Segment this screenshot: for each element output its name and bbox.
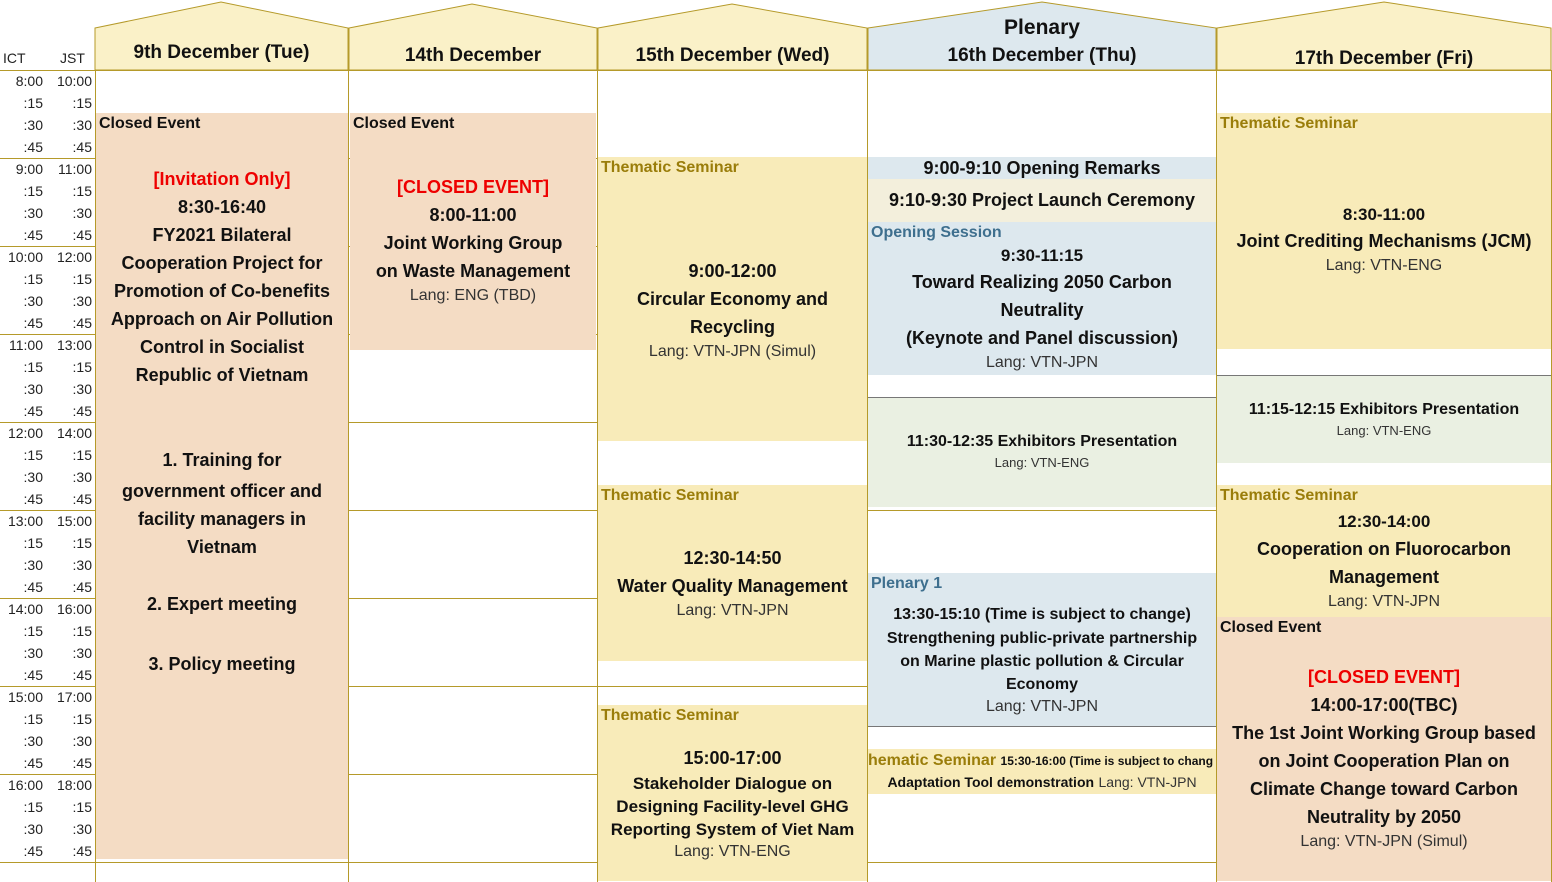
jst-time-label: :15 [72, 359, 92, 375]
event-title-line: Toward Realizing 2050 Carbon [912, 272, 1172, 292]
ict-time-label: :15 [23, 183, 43, 199]
event-title-line: Neutrality [1000, 300, 1084, 320]
agenda-item: Vietnam [187, 537, 257, 557]
jst-time-label: 13:00 [56, 337, 92, 353]
ict-time-label: :30 [23, 205, 43, 221]
ict-time-label: :30 [23, 469, 43, 485]
event-title-line: Designing Facility-level GHG [616, 797, 849, 816]
ict-time-label: 9:00 [15, 161, 43, 177]
ict-time-label: 16:00 [7, 777, 43, 793]
event-time: 15:30-16:00 (Time is subject to chang [1000, 754, 1214, 768]
jst-time-label: :30 [72, 733, 92, 749]
event-dec15-circular[interactable] [598, 157, 867, 441]
column-divider [597, 70, 598, 882]
ict-header: ICT [3, 50, 26, 66]
ict-time-label: :15 [23, 799, 43, 815]
event-title-line: Republic of Vietnam [135, 365, 309, 385]
event-dec9-cobenefits[interactable] [96, 113, 348, 859]
event-title-line: Circular Economy and [636, 289, 829, 309]
event-dec16-exhibitors[interactable] [868, 397, 1216, 507]
jst-time-label: :15 [72, 95, 92, 111]
ict-time-label: :30 [23, 381, 43, 397]
event-dec15-water[interactable] [598, 485, 867, 661]
event-category: Thematic Seminar [1220, 115, 1358, 132]
event-title-line: on Marine plastic pollution & Circular [900, 653, 1184, 670]
column-divider [348, 70, 349, 882]
event-lang: Lang: VTN-JPN (Simul) [1300, 833, 1468, 850]
ict-time-label: 14:00 [7, 601, 43, 617]
event-dec16-opening-remarks[interactable] [868, 157, 1216, 179]
jst-time-label: 17:00 [56, 689, 92, 705]
ict-time-label: :30 [23, 645, 43, 661]
event-lang: Lang: VTN-JPN [1098, 774, 1197, 790]
event-title-line: Climate Change toward Carbon [1249, 779, 1519, 799]
event-title-line: Strengthening public-private partnership [886, 630, 1198, 647]
event-title-line: Cooperation on Fluorocarbon [1257, 539, 1511, 559]
event-title-line: Approach on Air Pollution [110, 309, 334, 329]
event-time: 14:00-17:00(TBC) [1310, 695, 1458, 715]
event-title-line: Neutrality by 2050 [1306, 807, 1462, 827]
event-lang: Lang: VTN-ENG [1325, 257, 1443, 274]
ict-time-label: :15 [23, 535, 43, 551]
agenda-item: 3. Policy meeting [148, 654, 296, 674]
event-dec17-fluorocarbon[interactable] [1217, 485, 1551, 617]
event-lang: Lang: VTN-JPN [676, 602, 789, 619]
jst-time-label: :30 [72, 293, 92, 309]
event-category: Closed Event [353, 115, 455, 132]
event-title-line: Promotion of Co-benefits [114, 281, 330, 301]
ict-time-label: :15 [23, 359, 43, 375]
jst-time-label: :15 [72, 799, 92, 815]
ict-time-label: :30 [23, 117, 43, 133]
ict-time-label: :45 [23, 139, 43, 155]
ict-time-label: :45 [23, 403, 43, 419]
event-category: Closed Event [1220, 619, 1322, 636]
ict-time-label: :45 [23, 755, 43, 771]
event-time: 8:00-11:00 [429, 205, 517, 225]
event-dec16-plenary1[interactable] [868, 573, 1216, 727]
event-title-line: Recycling [689, 317, 776, 337]
event-lang: Lang: VTN-JPN (Simul) [648, 343, 817, 360]
ict-time-label: 15:00 [7, 689, 43, 705]
jst-time-label: :30 [72, 645, 92, 661]
event-dec16-opening-session[interactable] [868, 222, 1216, 375]
event-lang: Lang: ENG (TBD) [409, 287, 537, 304]
agenda-item: 2. Expert meeting [146, 594, 298, 614]
event-category: Thematic Seminar [601, 487, 739, 504]
jst-time-label: :45 [72, 755, 92, 771]
jst-time-label: :15 [72, 183, 92, 199]
jst-time-label: :45 [72, 491, 92, 507]
jst-time-label: 18:00 [56, 777, 92, 793]
ict-time-label: :45 [23, 667, 43, 683]
event-title-line: on Waste Management [375, 261, 571, 281]
ict-time-label: :30 [23, 821, 43, 837]
event-time: 12:30-14:50 [683, 548, 782, 568]
jst-time-label: :45 [72, 403, 92, 419]
event-title-line: Economy [1005, 676, 1078, 693]
event-title: Water Quality Management [617, 576, 848, 596]
event-title-line: Joint Working Group [383, 233, 563, 253]
event-title-line: Stakeholder Dialogue on [632, 774, 833, 793]
event-time: 12:30-14:00 [1337, 512, 1431, 531]
ict-time-label: 10:00 [7, 249, 43, 265]
ict-time-label: 8:00 [15, 73, 43, 89]
jst-time-label: 10:00 [56, 73, 92, 89]
jst-time-label: :15 [72, 623, 92, 639]
event-dec15-stakeholder[interactable] [598, 705, 867, 881]
jst-time-label: :45 [72, 227, 92, 243]
ict-time-label: :15 [23, 623, 43, 639]
jst-time-label: :45 [72, 843, 92, 859]
event-dec17-jcm[interactable] [1217, 113, 1551, 349]
jst-time-label: :30 [72, 381, 92, 397]
event-title-line: Management [1328, 567, 1440, 587]
jst-time-label: :15 [72, 535, 92, 551]
jst-time-label: :30 [72, 469, 92, 485]
ict-time-label: 12:00 [7, 425, 43, 441]
jst-time-label: :45 [72, 579, 92, 595]
event-lang: Lang: VTN-JPN [985, 354, 1099, 371]
ict-time-label: :30 [23, 293, 43, 309]
event-lang: Lang: VTN-ENG [674, 843, 791, 860]
event-title: 11:15-12:15 Exhibitors Presentation [1248, 401, 1520, 418]
ict-time-label: :15 [23, 447, 43, 463]
event-dec14-waste[interactable] [350, 113, 596, 350]
hour-grid-line [0, 70, 1552, 71]
jst-time-label: :15 [72, 271, 92, 287]
event-title-line: The 1st Joint Working Group based [1232, 723, 1536, 743]
jst-time-label: :15 [72, 447, 92, 463]
event-dec17-closed-jwg[interactable] [1217, 617, 1551, 881]
jst-time-label: 15:00 [56, 513, 92, 529]
event-dec16-adaptation[interactable] [868, 749, 1216, 794]
jst-time-label: :30 [72, 205, 92, 221]
ict-time-label: :15 [23, 271, 43, 287]
event-category: Plenary 1 [871, 575, 943, 592]
ict-time-label: :15 [23, 711, 43, 727]
event-time: 8:30-11:00 [1342, 205, 1426, 224]
event-title-line: (Keynote and Panel discussion) [905, 328, 1179, 348]
event-title: Adaptation Tool demonstration [887, 774, 1095, 790]
jst-time-label: :45 [72, 315, 92, 331]
event-lang: Lang: VTN-JPN [1327, 593, 1441, 610]
event-category: Thematic Seminar [601, 707, 739, 724]
event-time: 9:30-11:15 [1000, 246, 1084, 265]
ict-time-label: :30 [23, 733, 43, 749]
jst-time-label: :45 [72, 139, 92, 155]
event-lang: Lang: VTN-ENG [994, 455, 1090, 470]
ict-time-label: :30 [23, 557, 43, 573]
day-header-dec14: 14th December [404, 45, 542, 66]
event-category: Closed Event [99, 115, 201, 132]
day-header-dec16-plenary: Plenary [1004, 16, 1080, 39]
day-header-dec17: 17th December (Fri) [1294, 48, 1474, 69]
ict-time-label: :45 [23, 227, 43, 243]
event-title-line: Reporting System of Viet Nam [610, 820, 855, 839]
event-time: 8:30-16:40 [177, 197, 267, 217]
agenda-item: facility managers in [137, 509, 307, 529]
event-dec17-exhibitors[interactable] [1217, 375, 1551, 463]
jst-time-label: :30 [72, 557, 92, 573]
jst-time-label: 14:00 [56, 425, 92, 441]
event-category: Thematic Seminar [1220, 487, 1358, 504]
event-time: 13:30-15:10 (Time is subject to change) [893, 606, 1191, 623]
event-category: Opening Session [871, 224, 1002, 241]
event-category: hematic Seminar [868, 752, 997, 769]
jst-time-label: 16:00 [56, 601, 92, 617]
day-header-dec9: 9th December (Tue) [133, 42, 310, 63]
event-lang: Lang: VTN-JPN [985, 698, 1099, 715]
jst-time-label: :15 [72, 711, 92, 727]
jst-header: JST [60, 50, 85, 66]
agenda-item: government officer and [121, 481, 323, 501]
ict-time-label: :45 [23, 315, 43, 331]
jst-time-label: 12:00 [56, 249, 92, 265]
day-header-dec16: 16th December (Thu) [947, 45, 1137, 66]
jst-time-label: :30 [72, 821, 92, 837]
event-title-line: Control in Socialist [139, 337, 304, 357]
column-divider [867, 70, 868, 882]
agenda-item: 1. Training for [162, 450, 282, 470]
event-title-line: Cooperation Project for [121, 253, 323, 273]
ict-time-label: :45 [23, 579, 43, 595]
day-header-dec15: 15th December (Wed) [635, 45, 830, 66]
column-divider [1216, 70, 1217, 882]
event-time: 9:00-12:00 [688, 261, 777, 281]
closed-notice: [CLOSED EVENT] [396, 177, 549, 197]
invitation-notice: [Invitation Only] [153, 169, 291, 189]
event-dec16-launch[interactable] [868, 179, 1216, 222]
ict-time-label: 11:00 [9, 337, 43, 353]
closed-notice: [CLOSED EVENT] [1307, 667, 1460, 687]
event-lang: Lang: VTN-ENG [1336, 423, 1432, 438]
event-title-line: FY2021 Bilateral [152, 225, 292, 245]
event-title-line: on Joint Cooperation Plan on [1258, 751, 1510, 771]
ict-time-label: :45 [23, 843, 43, 859]
column-divider [95, 70, 96, 882]
ict-time-label: :15 [23, 95, 43, 111]
ict-time-label: 13:00 [7, 513, 43, 529]
event-title: 11:30-12:35 Exhibitors Presentation [906, 433, 1178, 450]
jst-time-label: 11:00 [58, 161, 92, 177]
jst-time-label: :45 [72, 667, 92, 683]
event-time: 15:00-17:00 [683, 748, 782, 768]
event-title: 9:00-9:10 Opening Remarks [923, 158, 1161, 178]
event-title: 9:10-9:30 Project Launch Ceremony [888, 190, 1196, 210]
event-category: Thematic Seminar [601, 159, 739, 176]
event-title: Joint Crediting Mechanisms (JCM) [1236, 231, 1532, 251]
jst-time-label: :30 [72, 117, 92, 133]
ict-time-label: :45 [23, 491, 43, 507]
